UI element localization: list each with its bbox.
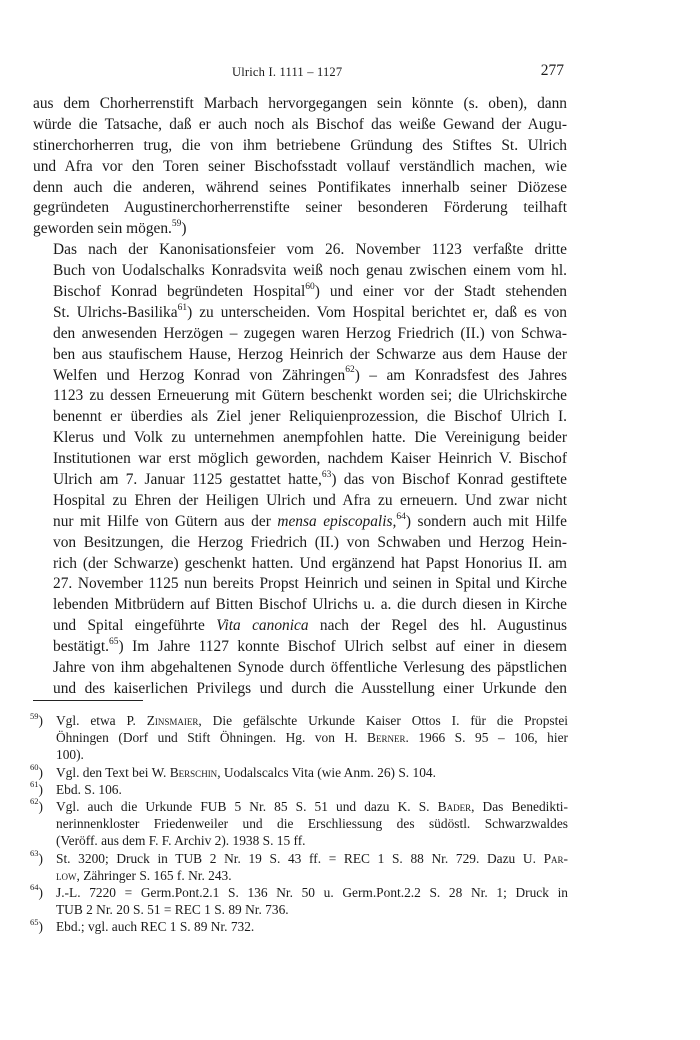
text-line: und Afra vor den Toren seiner Bischofsstadt vollauf verständlich machen, wie xyxy=(33,157,567,175)
text-line: würde die Tatsache, daß er auch noch als Bischof das weiße Gewand der Augu- xyxy=(33,115,567,133)
footnote-ref[interactable]: 62 xyxy=(345,365,355,376)
footnote-line: TUB 2 Nr. 20 S. 51 = REC 1 S. 89 Nr. 736. xyxy=(56,902,289,918)
author-name: low xyxy=(56,867,77,883)
text-line: Buch von Uodalschalks Konradsvita weiß noch genau zwischen einem vom hl. xyxy=(53,262,567,280)
footnote-number: $^{60}$) xyxy=(30,762,43,780)
footnote-line: Vgl. auch die Urkunde FUB 5 Nr. 85 S. 51 und dazu K. S. Bader, Das Benedikti- xyxy=(56,798,568,814)
footnote-line: St. 3200; Druck in TUB 2 Nr. 19 S. 43 ff. = REC 1 S. 88 Nr. 729. Dazu U. Par- xyxy=(56,850,568,866)
footnote-number: $^{59}$) xyxy=(30,710,43,728)
footnote-line: 100). xyxy=(56,747,84,763)
paragraph-2 xyxy=(33,240,567,700)
footnote-ref[interactable]: 60 xyxy=(305,281,315,292)
footnote-63 xyxy=(30,848,568,884)
footnote-62 xyxy=(30,796,568,850)
text-line: und des kaiserlichen Privilegs und durch die Ausstellung einer Urkunde den xyxy=(53,679,567,697)
text-line: Das nach der Kanonisationsfeier vom 26. November 1123 verfaßte dritte xyxy=(53,241,567,259)
footnote-line: Vgl. etwa P. Zinsmaier, Die gefälschte Urkunde Kaiser Ottos I. für die Propstei xyxy=(56,713,568,728)
author-name: Zinsmaier xyxy=(146,713,199,728)
text-line: St. Ulrichs-Basilika$^{61}$) zu unterscheiden. Vom Hospital berichtet er, daß es von xyxy=(53,302,568,321)
footnote-65 xyxy=(30,916,568,935)
author-name: Bader xyxy=(437,798,472,814)
footnote-line: (Veröff. aus dem F. F. Archiv 2). 1938 S. 15 ff. xyxy=(56,833,306,849)
latin-term: mensa episcopalis, xyxy=(277,512,397,530)
text-line: den anwesenden Herzögen – zugegen waren Herzog Friedrich (II.) von Schwa- xyxy=(53,324,567,342)
latin-term: Vita canonica xyxy=(216,617,309,635)
text-line: Institutionen war erst möglich geworden, nachdem Kaiser Heinrich V. Bischof xyxy=(53,450,567,468)
footnotes xyxy=(30,710,568,935)
author-name: Par- xyxy=(543,850,568,866)
text-line: Hospital zu Ehren der Heiligen Ulrich und Afra zu erneuern. Und zwar nicht xyxy=(53,491,567,509)
paragraph-1 xyxy=(33,94,567,240)
footnote-divider xyxy=(33,700,143,701)
running-title: Ulrich I. 1111 – 1127 xyxy=(232,65,343,79)
text-line: denn auch die anderen, während seines Pontifikates innerhalb seiner Diözese xyxy=(33,178,567,196)
footnote-ref[interactable]: 59 xyxy=(171,219,182,230)
author-name: Berner xyxy=(367,730,406,746)
footnote-ref[interactable]: 61 xyxy=(177,302,188,313)
footnote-number: $^{61}$) xyxy=(30,779,43,797)
text-line: bestätigt.$^{65}$) Im Jahre 1127 konnte Bischof Ulrich selbst auf einer in diesem xyxy=(53,637,567,656)
footnote-61 xyxy=(30,779,568,798)
text-line: Jahre von ihm abgehaltenen Synode durch öffentliche Verlesung des päpstlichen xyxy=(53,659,567,677)
text-line: 27. November 1125 nun bereits Propst Heinrich und seinen in Spital und Kirche xyxy=(53,575,567,593)
text-line: geworden sein mögen.$^{59}$) xyxy=(33,219,187,238)
footnote-line: low, Zähringer S. 165 f. Nr. 243. xyxy=(56,867,232,883)
footnote-line: Ebd.; vgl. auch REC 1 S. 89 Nr. 732. xyxy=(56,919,255,935)
text-line: und Spital eingeführte Vita canonica nach der Regel des hl. Augustinus xyxy=(53,617,568,635)
text-line: Ulrich am 7. Januar 1125 gestattet hatte,$^{63}$) das von Bischof Konrad gestiftete xyxy=(53,469,567,489)
text-line: aus dem Chorherrenstift Marbach hervorgegangen sein könnte (s. oben), dann xyxy=(33,95,567,112)
footnote-line: Ebd. S. 106. xyxy=(56,781,122,797)
text-line: stinerchorherren trug, die von ihm betriebene Gründung des Stiftes St. Ulrich xyxy=(33,136,567,154)
text-line: Bischof Konrad begründeten Hospital$^{60}$) und einer vor der Stadt stehenden xyxy=(53,281,567,301)
footnote-64 xyxy=(30,882,568,918)
text-line: benennt er überdies als Ziel jener Reliquienprozession, die Bischof Ulrich I. xyxy=(53,408,567,426)
text-line: 1123 zu dessen Erneuerung mit Gütern beschenkt worden sei; die Ulrichskirche xyxy=(53,387,567,405)
footnote-line: Öhningen (Dorf und Stift Öhningen. Hg. von H. Berner. 1966 S. 95 – 106, hier xyxy=(56,730,568,746)
footnote-number: $^{65}$) xyxy=(30,916,43,935)
text-line: Welfen und Herzog Konrad von Zähringen$^{62}$) – am Konradsfest des Jahres xyxy=(53,365,567,384)
author-name: Berschin xyxy=(169,764,218,780)
footnote-ref[interactable]: 65 xyxy=(109,637,119,648)
footnote-number: $^{63}$) xyxy=(30,848,43,866)
text-line: rich (der Schwarze) geschenkt hatten. Und ergänzend hat Papst Honorius II. am xyxy=(53,554,567,572)
footnote-line: nerinnenkloster Friedenweiler und die Erschliessung des südöstl. Schwarzwaldes xyxy=(56,816,568,832)
text-line: Klerus und Volk zu unternehmen anempfohlen hatte. Die Vereinigung beider xyxy=(53,429,567,447)
running-head xyxy=(0,62,700,82)
footnote-ref[interactable]: 64 xyxy=(396,511,406,522)
footnote-60 xyxy=(30,762,568,781)
footnote-line: J.-L. 7220 = Germ.Pont.2.1 S. 136 Nr. 50 u. Germ.Pont.2.2 S. 28 Nr. 1; Druck in xyxy=(56,884,568,900)
text-line: nur mit Hilfe von Gütern aus der mensa episcopalis,$^{64}$) sondern auch mit Hilfe xyxy=(53,511,567,530)
main-text xyxy=(33,94,567,700)
text-line: lebenden Mitbrüdern auf Bitten Bischof Ulrichs u. a. die durch diesen in Kirche xyxy=(53,596,567,614)
footnote-line: Vgl. den Text bei W. Berschin, Uodalscalcs Vita (wie Anm. 26) S. 104. xyxy=(56,764,436,780)
page-number: 277 xyxy=(540,62,564,79)
footnote-number: $^{62}$) xyxy=(30,796,43,814)
text-line: gegründeten Augustinerchorherrenstifte seiner besonderen Förderung teilhaft xyxy=(33,199,567,217)
footnote-ref[interactable]: 63 xyxy=(321,469,332,480)
footnote-number: $^{64}$) xyxy=(30,882,43,900)
text-line: ben aus staufischem Hause, Herzog Heinrich der Schwarze aus dem Hause der xyxy=(53,345,567,363)
text-line: von Besitzungen, die Herzog Friedrich (II.) von Schwaben und Herzog Hein- xyxy=(53,533,567,551)
footnote-59 xyxy=(30,710,568,764)
